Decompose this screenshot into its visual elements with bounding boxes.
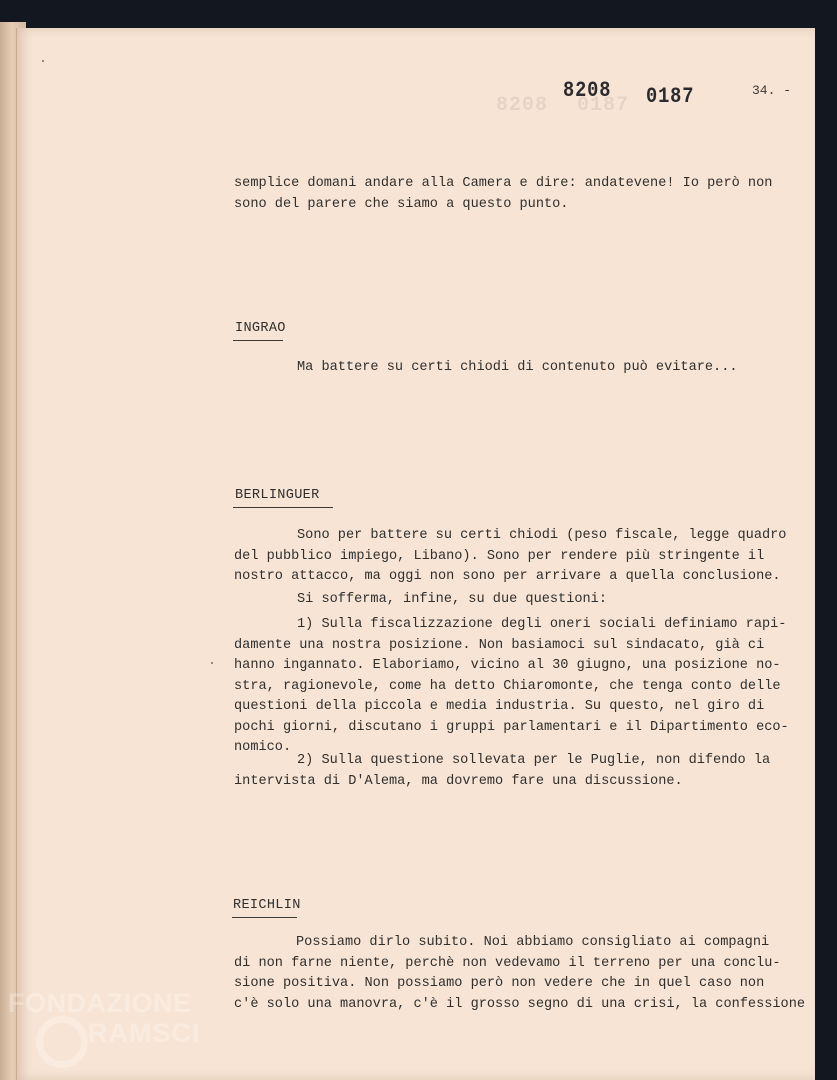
archive-stamp-left: 8208 <box>563 78 612 103</box>
archive-stamp-right: 0187 <box>646 84 695 109</box>
text-line: del pubblico impiego, Libano). Sono per rendere più stringente il <box>234 548 765 564</box>
paragraph-berlinguer-1-rest <box>234 547 781 588</box>
gramsci-g-logo-icon <box>36 1016 88 1068</box>
text-line: pochi giorni, discutano i gruppi parlamentari e il Dipartimento eco- <box>234 719 789 735</box>
watermark-line-2: RAMSCI <box>88 1018 201 1048</box>
text-line: 2) Sulla questione sollevata per le Puglie, non difendo la <box>297 753 771 768</box>
text-line: Possiamo dirlo subito. Noi abbiamo consigliato ai compagni <box>296 935 770 950</box>
paragraph-reichlin-first <box>296 933 769 954</box>
text-line: hanno ingannato. Elaboriamo, vicino al 30 giugno, una posizione no- <box>234 658 781 673</box>
paragraph-berlinguer-4-first <box>297 751 770 772</box>
page-number: 34. - <box>752 83 792 98</box>
speaker-underline <box>233 507 333 508</box>
text-line: sione positiva. Non possiamo però non vedere che in quel caso non <box>234 976 765 991</box>
paragraph-ingrao <box>297 358 738 379</box>
margin-mark <box>42 60 44 62</box>
text-line: 1) Sulla fiscalizzazione degli oneri sociali definiamo rapi- <box>297 617 787 632</box>
text-line: questioni della piccola e media industria. Su questo, nel giro di <box>234 699 765 714</box>
text-line: nostro attacco, ma oggi non sono per arrivare a quella conclusione. <box>234 569 781 584</box>
speaker-berlinguer: BERLINGUER <box>235 488 320 503</box>
fondazione-gramsci-watermark <box>8 988 218 1080</box>
paragraph-berlinguer-2 <box>297 590 607 611</box>
paragraph-opening <box>234 174 772 215</box>
paragraph-reichlin-rest <box>234 954 805 1016</box>
stamp-bleed-right: 0187 <box>577 94 630 117</box>
paragraph-berlinguer-3-rest <box>234 636 789 759</box>
paragraph-berlinguer-4-rest <box>234 772 683 793</box>
text-line: di non farne niente, perchè non vedevamo il terreno per una conclu- <box>234 955 781 971</box>
watermark-line-1: FONDAZIONE <box>8 988 192 1018</box>
text-line: sono del parere che siamo a questo punto. <box>234 196 569 212</box>
text-line: stra, ragionevole, come ha detto Chiaromonte, che tenga conto delle <box>234 678 781 694</box>
speaker-underline <box>232 917 297 918</box>
text-line: Sono per battere su certi chiodi (peso fiscale, legge quadro <box>297 528 787 543</box>
text-line: damente una nostra posizione. Non basiamoci sul sindacato, già ci <box>234 637 765 653</box>
text-line: Si sofferma, infine, su due questioni: <box>297 592 607 607</box>
margin-mark <box>211 662 213 664</box>
speaker-reichlin: REICHLIN <box>233 898 301 913</box>
text-line: c'è solo una manovra, c'è il grosso segno di una crisi, la confessione <box>234 996 806 1012</box>
text-line: Ma battere su certi chiodi di contenuto può evitare... <box>297 360 738 375</box>
paragraph-berlinguer-1-first <box>297 526 786 547</box>
speaker-underline <box>233 340 283 341</box>
text-line: semplice domani andare alla Camera e dire: andatevene! Io però non <box>234 176 773 191</box>
speaker-ingrao: INGRAO <box>235 321 286 336</box>
text-line: intervista di D'Alema, ma dovremo fare una discussione. <box>234 773 683 789</box>
stamp-bleed-left: 8208 <box>496 94 549 117</box>
text-line: nomico. <box>234 740 292 755</box>
paragraph-berlinguer-3-first <box>297 615 786 636</box>
